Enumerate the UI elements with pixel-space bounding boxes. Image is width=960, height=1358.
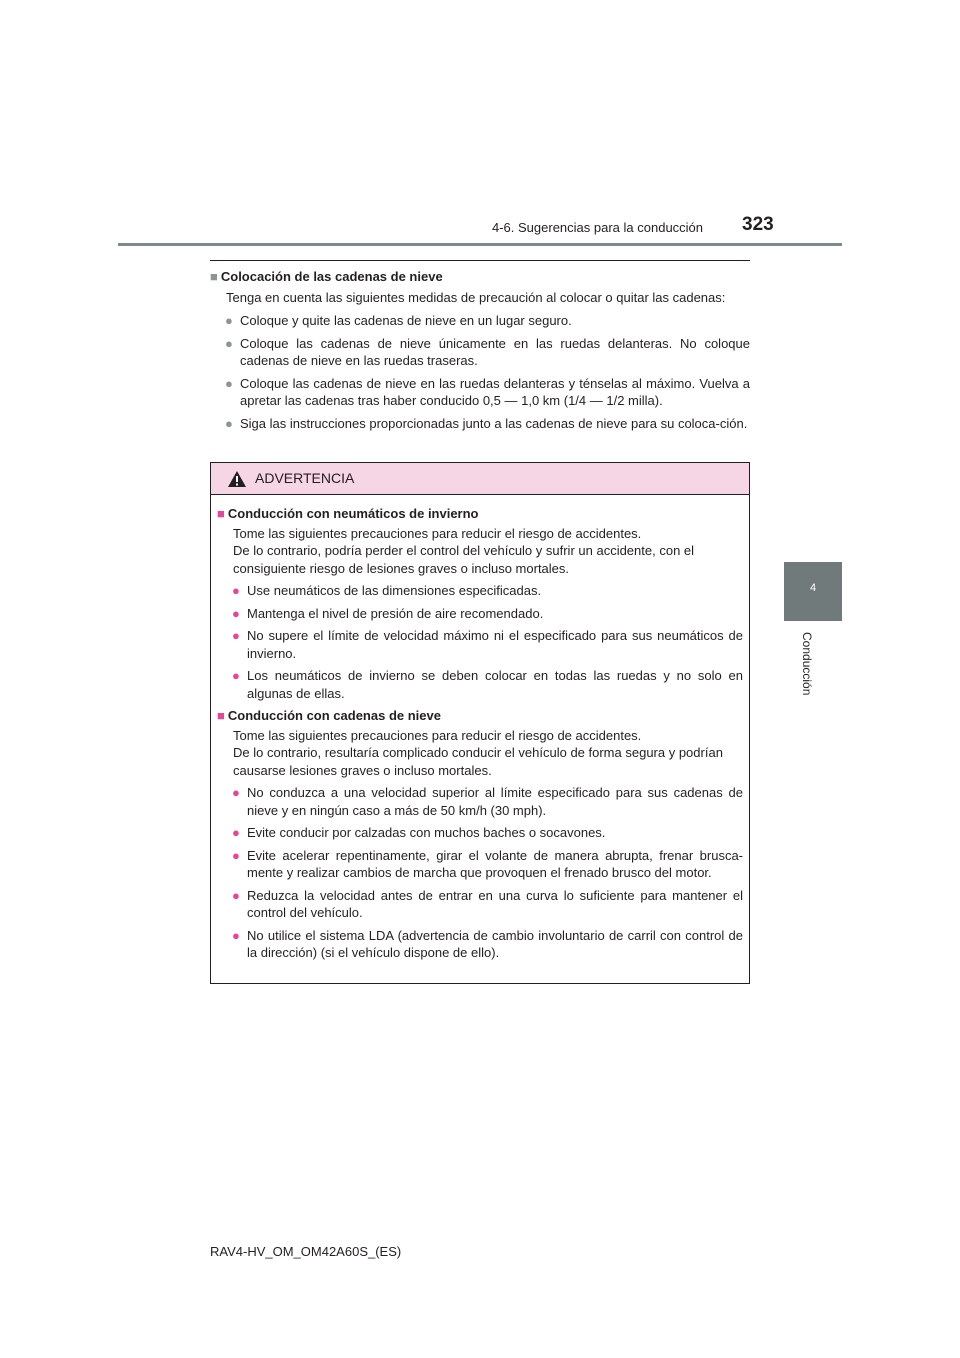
bullet-item: [225, 375, 750, 409]
bullet-text: Coloque las cadenas de nieve en las ruedas delanteras y ténselas al máximo. Vuelva a apretar las cadenas tras haber conducido 0,5 — 1,0 km (1/4 — 1/2 milla).: [240, 376, 750, 408]
section-title: [210, 268, 750, 285]
bullet-item: [225, 415, 750, 432]
header-rule: [118, 243, 842, 246]
circle-bullet-icon: ●: [232, 785, 240, 800]
winter-tires-intro: [233, 525, 743, 578]
bullet-text: Siga las instrucciones proporcionadas junto a las cadenas de nieve para su coloca-ción.: [240, 416, 748, 431]
section-intro: Tenga en cuenta las siguientes medidas de precaución al colocar o quitar las cadenas:: [226, 290, 726, 305]
circle-bullet-icon: ●: [225, 376, 233, 391]
bullet-item: [232, 887, 743, 922]
circle-bullet-icon: ●: [232, 825, 240, 840]
bullet-text: Mantenga el nivel de presión de aire recomendado.: [247, 605, 544, 621]
bullet-text: Evite acelerar repentinamente, girar el volante de manera abrupta, frenar brusca-mente y realizar cambios de marcha que provoquen el frenado brusco del motor.: [247, 847, 743, 880]
circle-bullet-icon: ●: [232, 605, 240, 621]
circle-bullet-icon: ●: [225, 336, 233, 351]
chapter-tab: [784, 562, 842, 621]
bullet-item: [232, 824, 743, 842]
circle-bullet-icon: ●: [232, 927, 240, 943]
header-section-title: 4-6. Sugerencias para la conducción: [492, 220, 704, 235]
square-bullet-icon: ■: [210, 269, 218, 284]
bullet-item: [232, 627, 743, 662]
winter-tires-title: [217, 505, 743, 523]
bullet-item: [225, 312, 750, 329]
footer-code: RAV4-HV_OM_OM42A60S_(ES): [210, 1244, 402, 1259]
bullet-text: Coloque las cadenas de nieve únicamente en las ruedas delanteras. No coloque cadenas de nieve en las ruedas traseras.: [240, 336, 750, 368]
circle-bullet-icon: ●: [232, 668, 240, 683]
bullet-item: [232, 605, 743, 623]
circle-bullet-icon: ●: [232, 628, 240, 643]
intro-line: Tome las siguientes precauciones para reducir el riesgo de accidentes.: [233, 727, 642, 743]
warning-header: [211, 463, 749, 495]
chapter-label: Conducción: [800, 632, 814, 696]
bullet-item: [232, 667, 743, 702]
chapter-number: 4: [809, 582, 817, 594]
intro-line: Tome las siguientes precauciones para reducir el riesgo de accidentes.: [233, 525, 642, 541]
bullet-item: [232, 847, 743, 882]
bullet-text: Los neumáticos de invierno se deben colocar en todas las ruedas y no solo en algunas de ellas.: [247, 668, 743, 701]
circle-bullet-icon: ●: [232, 887, 240, 903]
winter-tires-title-text: Conducción con neumáticos de invierno: [227, 506, 479, 521]
square-bullet-icon: ■: [217, 708, 225, 723]
bullet-text: Coloque y quite las cadenas de nieve en un lugar seguro.: [240, 313, 572, 328]
section-title-text: Colocación de las cadenas de nieve: [220, 269, 443, 284]
bullet-item: [232, 927, 743, 962]
page-number: 323: [742, 214, 774, 235]
circle-bullet-icon: ●: [232, 847, 240, 863]
bullet-text: No supere el límite de velocidad máximo ni el especificado para sus neumáticos de invierno.: [247, 628, 743, 661]
snow-chains-title: [217, 707, 743, 725]
warning-label: ADVERTENCIA: [255, 470, 355, 486]
warning-triangle-icon: [227, 470, 247, 493]
square-bullet-icon: ■: [217, 506, 225, 521]
bullet-item: [232, 582, 743, 600]
circle-bullet-icon: ●: [225, 313, 233, 328]
bullet-item: [225, 335, 750, 369]
snow-chains-title-text: Conducción con cadenas de nieve: [227, 708, 441, 723]
bullet-text: Reduzca la velocidad antes de entrar en una curva lo suficiente para mantener el control del vehículo.: [247, 887, 743, 920]
snow-chains-intro: [233, 727, 743, 780]
section-rule: [210, 260, 750, 261]
bullet-item: [232, 784, 743, 819]
bullet-text: Evite conducir por calzadas con muchos baches o socavones.: [247, 825, 606, 840]
bullet-text: No conduzca a una velocidad superior al límite especificado para sus cadenas de nieve y en ningún caso a más de 50 km/h (30 mph).: [247, 785, 743, 818]
warning-body: [217, 505, 743, 967]
intro-line: De lo contrario, resultaría complicado conducir el vehículo de forma segura y podrían causarse lesiones graves o incluso mortales.: [233, 745, 723, 778]
circle-bullet-icon: ●: [232, 583, 240, 598]
circle-bullet-icon: ●: [225, 416, 233, 431]
bullet-text: Use neumáticos de las dimensiones especificadas.: [247, 583, 542, 598]
intro-line: De lo contrario, podría perder el control del vehículo y sufrir un accidente, con el consiguiente riesgo de lesiones graves o incluso mortales.: [233, 543, 695, 576]
warning-box: [210, 462, 750, 984]
snow-chains-section: [210, 268, 750, 438]
bullet-text: No utilice el sistema LDA (advertencia de cambio involuntario de carril con control de la dirección) (si el vehículo dispone de ello).: [247, 927, 743, 960]
